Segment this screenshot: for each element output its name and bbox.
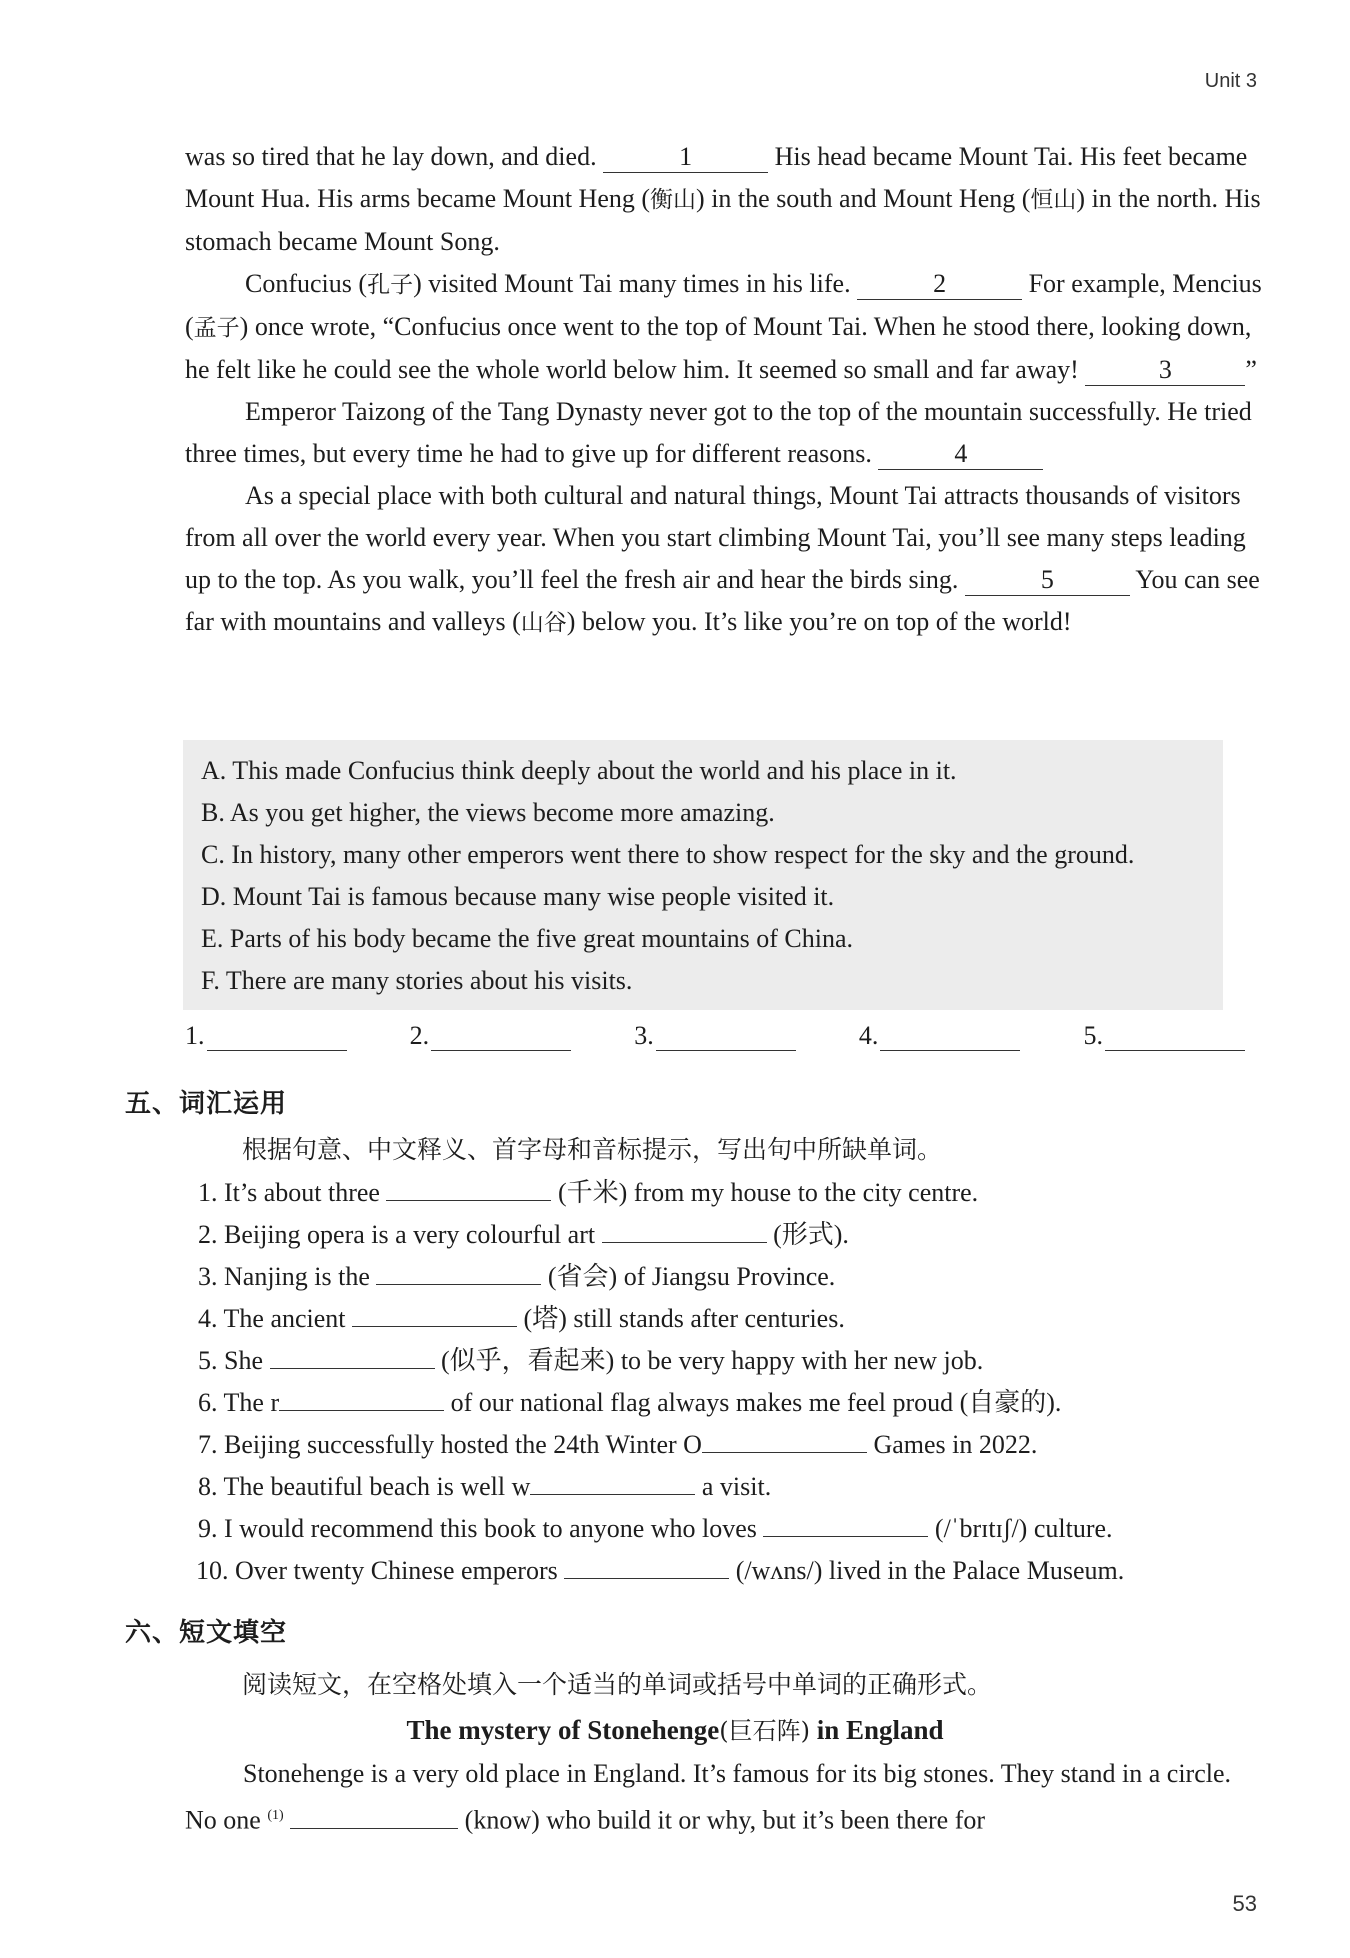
vocab-list bbox=[198, 1172, 1124, 1592]
option-a: A. This made Confucius think deeply about the world and his place in it. bbox=[201, 756, 957, 785]
blank-5[interactable]: 5 bbox=[965, 565, 1130, 596]
passage-text: Stonehenge is a very old place in England. It’s famous for its big stones. They stand in a circle. No one $^{(1)}$ (know) who build it or why, but it’s been there for bbox=[185, 1759, 1232, 1835]
paragraph-1: was so tired that he lay down, and died. 1 His head became Mount Tai. His feet became Mount Hua. His arms became Mount Heng (衡山) in the south and Mount Heng (恒山) in the north. His stomach became Mount Song. bbox=[185, 142, 1261, 256]
vocab-blank[interactable] bbox=[702, 1452, 867, 1453]
page-number: 53 bbox=[1232, 1891, 1257, 1916]
vocab-item: 9. I would recommend this book to anyone who loves (/ˈbrɪtɪʃ/) culture. bbox=[198, 1514, 1113, 1543]
answer-blank-2[interactable] bbox=[431, 1020, 571, 1051]
vocab-blank[interactable] bbox=[352, 1326, 517, 1327]
section-5-instruction: 根据句意、中文释义、首字母和音标提示，写出句中所缺单词。 bbox=[242, 1135, 943, 1164]
option-f: F. There are many stories about his visits. bbox=[201, 966, 633, 995]
answer-blank-3[interactable] bbox=[656, 1020, 796, 1051]
vocab-item: 10. Over twenty Chinese emperors (/wʌns/) lived in the Palace Museum. bbox=[196, 1556, 1125, 1585]
vocab-item: 2. Beijing opera is a very colourful art (形式). bbox=[198, 1220, 849, 1249]
section-5-title: 五、词汇运用 bbox=[125, 1089, 288, 1119]
vocab-blank[interactable] bbox=[763, 1536, 928, 1537]
vocab-blank[interactable] bbox=[270, 1368, 435, 1369]
option-d: D. Mount Tai is famous because many wise people visited it. bbox=[201, 882, 835, 911]
answer-3: 3. bbox=[634, 1020, 796, 1051]
option-b: B. As you get higher, the views become more amazing. bbox=[201, 798, 775, 827]
paragraph-4: As a special place with both cultural and natural things, Mount Tai attracts thousands of visitors from all over the world every year. When you start climbing Mount Tai, you’ll see many steps leading up to the top. As you walk, you’ll feel the fresh air and hear the birds sing. 5 You can see far with mountains and valleys (山谷) below you. It’s like you’re on top of the world! bbox=[185, 481, 1260, 636]
option-e: E. Parts of his body became the five great mountains of China. bbox=[201, 924, 854, 953]
vocab-item: 7. Beijing successfully hosted the 24th Winter O Games in 2022. bbox=[198, 1430, 1038, 1459]
answer-row bbox=[185, 1020, 1245, 1051]
answer-blank-5[interactable] bbox=[1105, 1020, 1245, 1051]
reading-passage bbox=[185, 136, 1265, 644]
answer-4: 4. bbox=[859, 1020, 1021, 1051]
option-c: C. In history, many other emperors went there to show respect for the sky and the ground. bbox=[201, 840, 1135, 869]
answer-1: 1. bbox=[185, 1020, 347, 1051]
unit-label: Unit 3 bbox=[1204, 70, 1257, 92]
paragraph-2: Confucius (孔子) visited Mount Tai many times in his life. 2 For example, Mencius (孟子) once wrote, “Confucius once went to the top of Mount Tai. When he stood there, looking down, he felt like he could see the whole world below him. It seemed so small and far away! 3 ” bbox=[185, 269, 1262, 384]
vocab-blank[interactable] bbox=[279, 1410, 444, 1411]
passage-title: The mystery of Stonehenge(巨石阵) in England bbox=[406, 1715, 944, 1745]
vocab-blank[interactable] bbox=[386, 1200, 551, 1201]
vocab-item: 8. The beautiful beach is well w a visit. bbox=[198, 1472, 772, 1501]
options-box bbox=[183, 740, 1223, 1010]
vocab-item: 4. The ancient (塔) still stands after centuries. bbox=[198, 1304, 845, 1333]
answer-blank-1[interactable] bbox=[207, 1020, 347, 1051]
passage-blank-1[interactable] bbox=[290, 1828, 458, 1829]
vocab-item: 5. She (似乎，看起来) to be very happy with her new job. bbox=[198, 1346, 984, 1375]
answer-2: 2. bbox=[410, 1020, 572, 1051]
answer-blank-4[interactable] bbox=[880, 1020, 1020, 1051]
vocab-item: 6. The r of our national flag always makes me feel proud (自豪的). bbox=[198, 1388, 1062, 1417]
blank-2[interactable]: 2 bbox=[857, 269, 1022, 300]
blank-3[interactable]: 3 bbox=[1085, 355, 1245, 386]
section-6-title: 六、短文填空 bbox=[125, 1618, 288, 1648]
vocab-item: 1. It’s about three (千米) from my house to the city centre. bbox=[198, 1178, 979, 1207]
vocab-item: 3. Nanjing is the (省会) of Jiangsu Province. bbox=[198, 1262, 836, 1291]
vocab-blank[interactable] bbox=[564, 1578, 729, 1579]
blank-4[interactable]: 4 bbox=[878, 439, 1043, 470]
blank-1[interactable]: 1 bbox=[603, 142, 768, 173]
paragraph-3: Emperor Taizong of the Tang Dynasty never got to the top of the mountain successfully. He tried three times, but every time he had to give up for different reasons. 4 bbox=[185, 397, 1252, 468]
section-6-instruction: 阅读短文，在空格处填入一个适当的单词或括号中单词的正确形式。 bbox=[242, 1670, 993, 1699]
vocab-blank[interactable] bbox=[376, 1284, 541, 1285]
vocab-blank[interactable] bbox=[530, 1494, 695, 1495]
answer-5: 5. bbox=[1084, 1020, 1246, 1051]
vocab-blank[interactable] bbox=[602, 1242, 767, 1243]
